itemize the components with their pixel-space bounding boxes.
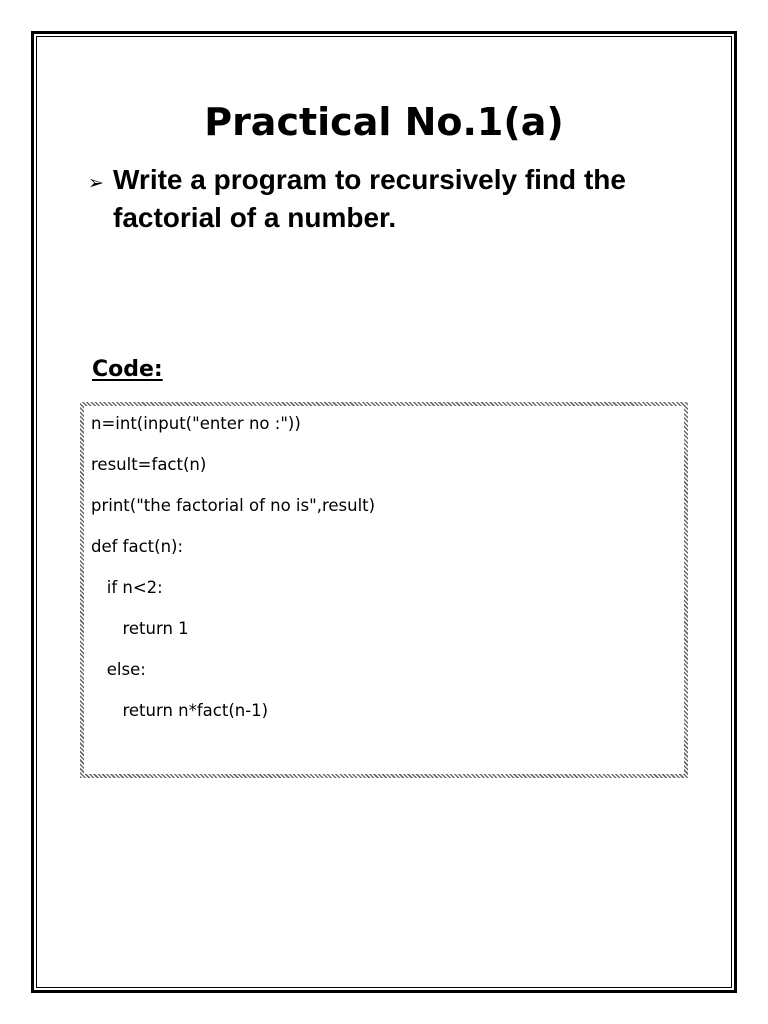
arrow-bullet-icon: ➢: [88, 172, 104, 194]
aim-line-2: factorial of a number.: [113, 202, 397, 233]
code-listing: [91, 410, 375, 738]
code-line: if n<2:: [91, 578, 163, 597]
code-line: def fact(n):: [91, 537, 184, 556]
page-title: Practical No.1(a): [204, 100, 564, 144]
code-line: print("the factorial of no is",result): [91, 496, 376, 515]
aim-statement: [88, 161, 698, 237]
code-heading: Code:: [92, 357, 163, 382]
aim-text: [88, 161, 698, 237]
code-line: return 1: [91, 619, 189, 638]
code-box: [80, 402, 688, 778]
code-line: n=int(input("enter no :")): [91, 414, 301, 433]
code-line: result=fact(n): [91, 455, 207, 474]
code-line: else:: [91, 660, 146, 679]
aim-line-1: Write a program to recursively find the: [113, 164, 626, 195]
code-line: return n*fact(n-1): [91, 701, 269, 720]
